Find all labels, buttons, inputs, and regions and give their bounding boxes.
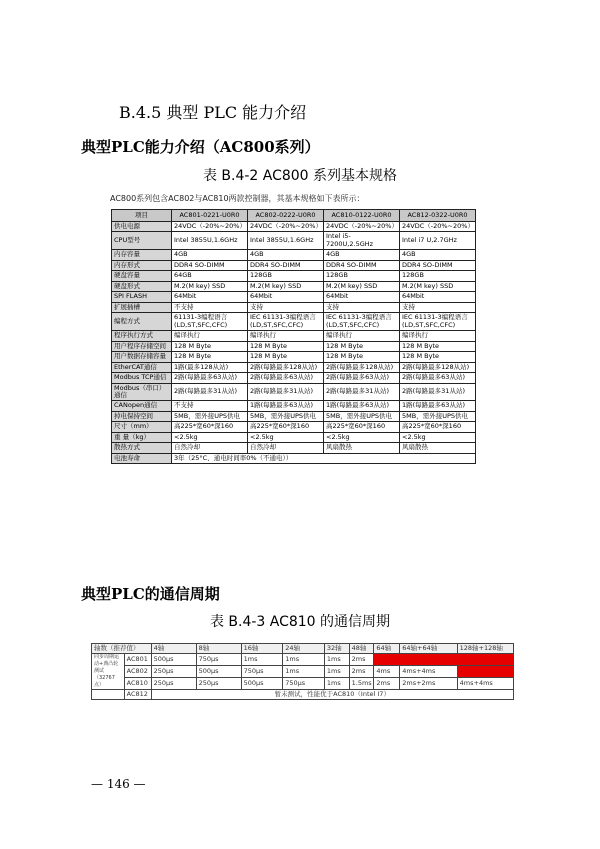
spec-row-label: SPI FLASH xyxy=(112,292,172,302)
cycle-model: AC802 xyxy=(124,666,151,678)
spec-row xyxy=(112,250,476,260)
spec-row-battery xyxy=(112,453,476,463)
spec-row-label: Modbus TCP通信 xyxy=(112,373,172,383)
spec-cell: 128 M Byte xyxy=(248,341,324,351)
spec-cell: 自然冷却 xyxy=(248,443,324,453)
spec-cell: DDR4 SO-DIMM xyxy=(324,260,400,270)
spec-row xyxy=(112,331,476,341)
spec-row xyxy=(112,313,476,331)
spec-cell: 128GB xyxy=(248,271,324,281)
cycle-cell: 250μs xyxy=(151,666,196,678)
spec-cell: 128 M Byte xyxy=(324,341,400,351)
spec-cell: 编译执行 xyxy=(172,331,248,341)
cycle-cell: 1ms xyxy=(283,654,325,666)
cycle-header-cell: 64轴 xyxy=(374,644,400,654)
spec-cell: 24VDC（-20%~20%） xyxy=(400,222,476,232)
cycle-cell: 1.5ms xyxy=(349,678,374,690)
spec-cell: 自然冷却 xyxy=(172,443,248,453)
spec-header-cell: AC810-0122-U0R0 xyxy=(324,210,400,222)
spec-row-label: Modbus（串口）通信 xyxy=(112,383,172,401)
spec-cell: 2路(每路最多31从站) xyxy=(172,383,248,401)
cycle-header-cell: 8轴 xyxy=(196,644,241,654)
spec-row xyxy=(112,281,476,291)
spec-cell: 1路(最多128从站) xyxy=(172,362,248,372)
spec-header-cell: 项目 xyxy=(112,210,172,222)
spec-cell: 5MB，需外接UPS供电 xyxy=(248,411,324,421)
cycle-cell xyxy=(374,654,400,666)
spec-cell: 2路(每路最多128从站) xyxy=(400,362,476,372)
spec-cell: 128 M Byte xyxy=(172,341,248,351)
spec-row xyxy=(112,302,476,312)
spec-cell: 高225*宽60*深160 xyxy=(248,422,324,432)
spec-cell: Intel 3855U,1.6GHz xyxy=(248,232,324,250)
subheading-ac800: 典型PLC能力介绍（AC800系列） xyxy=(81,138,320,156)
spec-row xyxy=(112,443,476,453)
spec-cell: 支持 xyxy=(400,302,476,312)
spec-row xyxy=(112,232,476,250)
spec-cell: <2.5kg xyxy=(172,432,248,442)
spec-cell: 2路(每路最多128从站) xyxy=(324,362,400,372)
table2-caption: 表 B.4-3 AC810 的通信周期 xyxy=(209,614,391,630)
spec-cell: 24VDC（-20%~20%） xyxy=(172,222,248,232)
spec-row-label: 用户程序存储空间 xyxy=(112,341,172,351)
spec-cell: 24VDC（-20%~20%） xyxy=(324,222,400,232)
spec-row xyxy=(112,422,476,432)
spec-cell: 4GB xyxy=(400,250,476,260)
cycle-cell: 2ms xyxy=(349,654,374,666)
cycle-group-label: 同步周期运动+典凸轮测试（32767点） xyxy=(92,654,125,690)
spec-cell: 2路(每路最多63从站) xyxy=(248,373,324,383)
spec-cell: 编译执行 xyxy=(324,331,400,341)
spec-row xyxy=(112,341,476,351)
spec-cell: 4GB xyxy=(248,250,324,260)
spec-row-label: 尺寸（mm） xyxy=(112,422,172,432)
spec-row-label: 内存形式 xyxy=(112,260,172,270)
spec-row-label: 散热方式 xyxy=(112,443,172,453)
spec-cell: M.2(M key) SSD xyxy=(400,281,476,291)
cycle-cell xyxy=(457,654,513,666)
cycle-cell: 500μs xyxy=(241,678,283,690)
spec-row-label: 内存容量 xyxy=(112,250,172,260)
cycle-cell: 250μs xyxy=(151,678,196,690)
spec-cell: 5MB，需外接UPS供电 xyxy=(172,411,248,421)
spec-row xyxy=(112,432,476,442)
spec-cell: 1路(每路最多63从站) xyxy=(324,401,400,411)
cycle-header-cell: 32轴 xyxy=(324,644,349,654)
spec-row xyxy=(112,352,476,362)
cycle-row xyxy=(92,654,514,666)
cycle-cell: 750μs xyxy=(241,666,283,678)
spec-cell: 支持 xyxy=(324,302,400,312)
cycle-cell: 500μs xyxy=(196,666,241,678)
spec-cell: 2路(每路最多31从站) xyxy=(324,383,400,401)
spec-cell: 2路(每路最多128从站) xyxy=(248,362,324,372)
spec-cell: DDR4 SO-DIMM xyxy=(248,260,324,270)
spec-cell: 1路(每路最多63从站) xyxy=(248,401,324,411)
spec-row-label: 扩展插槽 xyxy=(112,302,172,312)
spec-row xyxy=(112,292,476,302)
cycle-cell: 4ms xyxy=(374,666,400,678)
spec-header-cell: AC812-0322-U0R0 xyxy=(400,210,476,222)
cycle-cell: 2ms+2ms xyxy=(400,678,457,690)
spec-cell: 128 M Byte xyxy=(172,352,248,362)
cycle-cell xyxy=(400,654,457,666)
table1-caption: 表 B.4-2 AC800 系列基本规格 xyxy=(202,168,398,184)
spec-cell: <2.5kg xyxy=(324,432,400,442)
spec-cell: 不支持 xyxy=(172,401,248,411)
spec-cell: Intel i7 U,2.7GHz xyxy=(400,232,476,250)
spec-cell: 风扇散热 xyxy=(324,443,400,453)
spec-cell: <2.5kg xyxy=(248,432,324,442)
spec-row-label: 程序执行方式 xyxy=(112,331,172,341)
cycle-cell: 4ms+4ms xyxy=(457,678,513,690)
spec-row xyxy=(112,222,476,232)
spec-cell: 5MB，需外接UPS供电 xyxy=(324,411,400,421)
spec-cell: 高225*宽60*深160 xyxy=(172,422,248,432)
cycle-table xyxy=(91,643,514,700)
spec-row-label: 硬盘形式 xyxy=(112,281,172,291)
cycle-cell: 1ms xyxy=(324,678,349,690)
spec-row xyxy=(112,362,476,372)
spec-cell: 2路(每路最多31从站) xyxy=(400,383,476,401)
spec-cell: 64Mbit xyxy=(248,292,324,302)
spec-header-cell: AC801-0221-U0R0 xyxy=(172,210,248,222)
spec-cell: 1路(每路最多63从站) xyxy=(400,401,476,411)
cycle-empty-cell xyxy=(92,690,125,700)
cycle-cell: 1ms xyxy=(241,654,283,666)
spec-cell: 24VDC（-20%~20%） xyxy=(248,222,324,232)
cycle-cell: 1ms xyxy=(324,654,349,666)
spec-cell: 64Mbit xyxy=(324,292,400,302)
spec-cell-battery: 3年（25°C、通电时间率0%（不通电）） xyxy=(172,453,476,463)
cycle-header-cell: 4轴 xyxy=(151,644,196,654)
spec-row xyxy=(112,260,476,270)
spec-cell: 5MB，需外接UPS供电 xyxy=(400,411,476,421)
spec-cell: 2路(每路最多31从站) xyxy=(248,383,324,401)
spec-cell: 不支持 xyxy=(172,302,248,312)
spec-cell: M.2(M key) SSD xyxy=(172,281,248,291)
cycle-header-cell: 轴数（推荐值） xyxy=(92,644,152,654)
spec-header-cell: AC802-0222-U0R0 xyxy=(248,210,324,222)
spec-cell: IEC 61131-3编程语言 (LD,ST,SFC,CFC) xyxy=(324,313,400,331)
spec-row xyxy=(112,373,476,383)
spec-cell: IEC 61131-3编程语言 (LD,ST,SFC,CFC) xyxy=(400,313,476,331)
spec-row-label: EtherCAT通信 xyxy=(112,362,172,372)
spec-cell: 64Mbit xyxy=(400,292,476,302)
spec-cell: DDR4 SO-DIMM xyxy=(172,260,248,270)
spec-cell: M.2(M key) SSD xyxy=(248,281,324,291)
spec-cell: <2.5kg xyxy=(400,432,476,442)
spec-cell: 4GB xyxy=(324,250,400,260)
spec-cell: IEC 61131-3编程语言 (LD,ST,SFC,CFC) xyxy=(248,313,324,331)
spec-cell: 2路(每路最多63从站) xyxy=(172,373,248,383)
spec-cell: 风扇散热 xyxy=(400,443,476,453)
cycle-header-cell: 48轴 xyxy=(349,644,374,654)
spec-row-label: 掉电保持空间 xyxy=(112,411,172,421)
spec-cell: 支持 xyxy=(248,302,324,312)
spec-row-label: 重 量（kg） xyxy=(112,432,172,442)
section-heading: B.4.5 典型 PLC 能力介绍 xyxy=(119,103,307,122)
spec-row xyxy=(112,271,476,281)
cycle-cell: 4ms+4ms xyxy=(400,666,457,678)
cycle-model: AC801 xyxy=(124,654,151,666)
cycle-header-cell: 64轴+64轴 xyxy=(400,644,457,654)
spec-cell: 64GB xyxy=(172,271,248,281)
spec-cell: 128GB xyxy=(324,271,400,281)
spec-cell: 高225*宽60*深160 xyxy=(324,422,400,432)
spec-cell: 编译执行 xyxy=(248,331,324,341)
cycle-cell: 750μs xyxy=(196,654,241,666)
cycle-header-cell: 16轴 xyxy=(241,644,283,654)
spec-cell: 128 M Byte xyxy=(248,352,324,362)
spec-cell: 61131-3编程语言 (LD,ST,SFC,CFC) xyxy=(172,313,248,331)
page-number: — 146 — xyxy=(91,777,146,791)
spec-cell: Intel 3855U,1.6GHz xyxy=(172,232,248,250)
spec-row xyxy=(112,383,476,401)
spec-cell: 64Mbit xyxy=(172,292,248,302)
spec-row-label: 电池寿命 xyxy=(112,453,172,463)
cycle-header-cell: 128轴+128轴 xyxy=(457,644,513,654)
cycle-note: 暂未测试，性能优于AC810（Intel I7） xyxy=(151,690,513,700)
cycle-header-row xyxy=(92,644,514,654)
spec-cell: 128GB xyxy=(400,271,476,281)
spec-row-label: 供电电源 xyxy=(112,222,172,232)
spec-table xyxy=(111,209,476,464)
spec-cell: 高225*宽60*深160 xyxy=(400,422,476,432)
table1-intro: AC800系列包含AC802与AC810两款控制器，其基本规格如下表所示： xyxy=(110,194,365,203)
spec-row-label: 硬盘容量 xyxy=(112,271,172,281)
spec-row-label: CANopen通信 xyxy=(112,401,172,411)
cycle-header-cell: 24轴 xyxy=(283,644,325,654)
spec-cell: 128 M Byte xyxy=(400,352,476,362)
spec-header-row xyxy=(112,210,476,222)
spec-cell: 128 M Byte xyxy=(324,352,400,362)
subheading-cycle: 典型PLC的通信周期 xyxy=(81,585,220,603)
cycle-cell: 250μs xyxy=(196,678,241,690)
spec-cell: 2路(每路最多63从站) xyxy=(400,373,476,383)
cycle-cell xyxy=(457,666,513,678)
spec-row-label: CPU型号 xyxy=(112,232,172,250)
cycle-row xyxy=(92,666,514,678)
spec-row xyxy=(112,401,476,411)
spec-row xyxy=(112,411,476,421)
spec-cell: M.2(M key) SSD xyxy=(324,281,400,291)
spec-row-label: 用户数据存储容量 xyxy=(112,352,172,362)
spec-cell: 2路(每路最多63从站) xyxy=(324,373,400,383)
spec-cell: DDR4 SO-DIMM xyxy=(400,260,476,270)
spec-cell: 4GB xyxy=(172,250,248,260)
cycle-model: AC812 xyxy=(124,690,151,700)
spec-row-label: 编程方式 xyxy=(112,313,172,331)
cycle-cell: 1ms xyxy=(283,666,325,678)
spec-cell: 128 M Byte xyxy=(400,341,476,351)
cycle-cell: 500μs xyxy=(151,654,196,666)
cycle-cell: 2ms xyxy=(374,678,400,690)
cycle-row-ac812 xyxy=(92,690,514,700)
cycle-model: AC810 xyxy=(124,678,151,690)
spec-cell: Intel i5-7200U,2.5GHz xyxy=(324,232,400,250)
cycle-cell: 1ms xyxy=(324,666,349,678)
spec-cell: 编译执行 xyxy=(400,331,476,341)
cycle-cell: 750μs xyxy=(283,678,325,690)
cycle-row xyxy=(92,678,514,690)
cycle-cell: 2ms xyxy=(349,666,374,678)
